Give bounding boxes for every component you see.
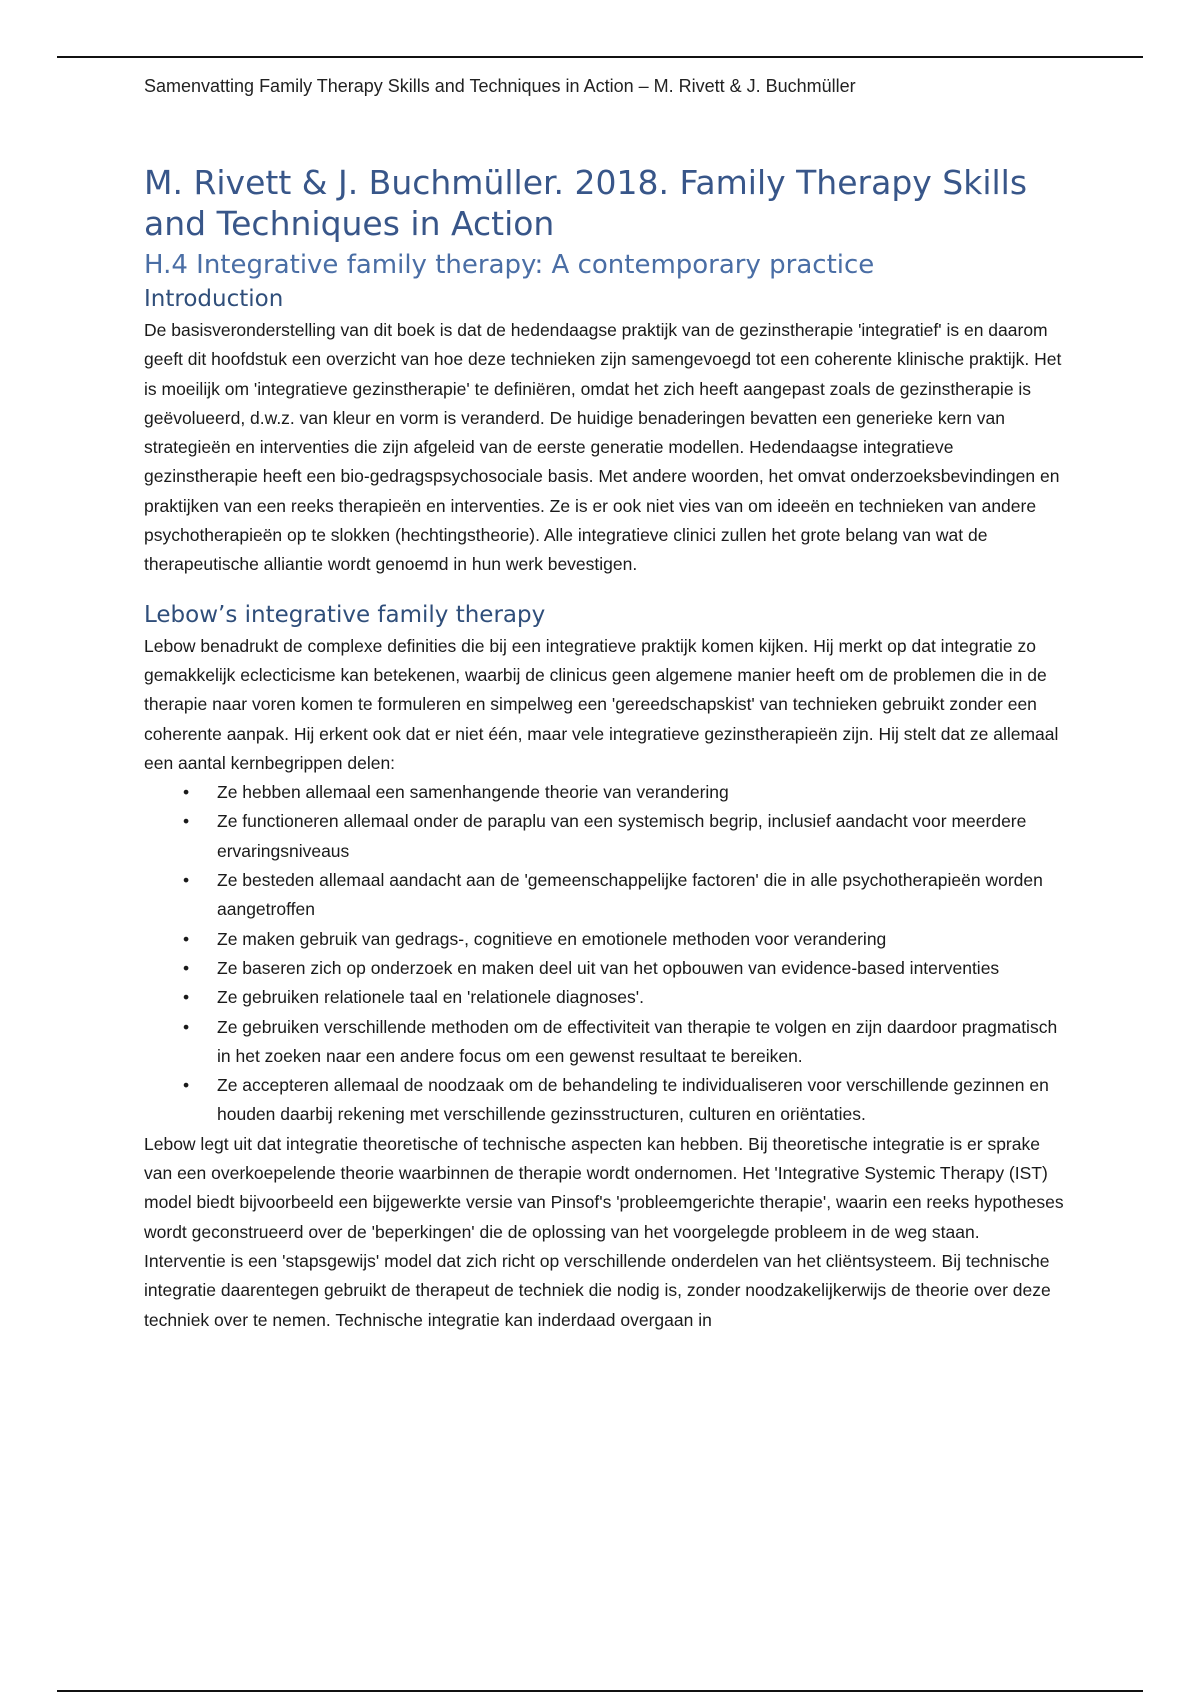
chapter-title: H.4 Integrative family therapy: A contemporary practice — [144, 250, 875, 280]
list-item: • Ze hebben allemaal een samenhangende theorie van verandering — [217, 778, 1064, 807]
lebow-intro-paragraph: Lebow benadrukt de complexe definities die bij een integratieve praktijk komen kijken. Hij merkt op dat integratie zo gemakkelijk eclecticisme kan betekenen, waarbij de clinicus geen algemene manier heeft om de problemen die in de therapie naar voren komen te formuleren en simpelweg een 'gereedschapskist' van technieken gebruikt zonder een coherente aanpak. Hij erkent ook dat er niet één, maar vele integratieve gezinstherapieën zijn. Hij stelt dat ze allemaal een aantal kernbegrippen delen: — [144, 635, 1059, 773]
bullet-icon: • — [183, 1016, 190, 1037]
lebow-closing-paragraph: Lebow legt uit dat integratie theoretische of technische aspecten kan hebben. Bij theoretische integratie is er sprake van een overkoepelende theorie waarbinnen de therapie wordt ondernomen. Het 'Integrative Systemic Therapy (IST) model biedt bijvoorbeeld een bijgewerkte versie van Pinsof's 'probleemgerichte therapie', waarin een reeks hypotheses wordt geconstrueerd over de 'beperkingen' die de oplossing van het voorgelegde probleem in de weg staan. Interventie is een 'stapsgewijs' model dat zich richt op verschillende onderdelen van het cliëntsysteem. Bij technische integratie daarentegen gebruikt de therapeut de techniek die nodig is, zonder noodzakelijkerwijs de theorie over deze techniek over te nemen. Technische integratie kan inderdaad overgaan in — [144, 1133, 1064, 1330]
document-title: M. Rivett & J. Buchmüller. 2018. Family Therapy Skills and Techniques in Action — [144, 163, 1028, 243]
list-item: • Ze baseren zich op onderzoek en maken deel uit van het opbouwen van evidence-based interventies — [217, 954, 1064, 983]
bullet-icon: • — [183, 957, 190, 978]
list-item: • Ze gebruiken verschillende methoden om de effectiviteit van therapie te volgen en zijn daardoor pragmatisch in het zoeken naar een andere focus om een gewenst resultaat te bereiken. — [217, 1013, 1064, 1072]
list-item: • Ze maken gebruik van gedrags-, cognitieve en emotionele methoden voor verandering — [217, 925, 1064, 954]
bullet-icon: • — [183, 782, 190, 803]
header-rule — [57, 56, 1143, 58]
footer-rule — [57, 1690, 1143, 1692]
bullet-icon: • — [183, 870, 190, 891]
bullet-icon: • — [183, 928, 190, 949]
list-item: • Ze gebruiken relationele taal en 'relationele diagnoses'. — [217, 983, 1064, 1012]
introduction-paragraph: De basisveronderstelling van dit boek is dat de hedendaagse praktijk van de gezinstherapie 'integratief' is en daarom geeft dit hoofdstuk een overzicht van hoe deze technieken zijn samengevoegd tot een coherente klinische praktijk. Het is moeilijk om 'integratieve gezinstherapie' te definiëren, omdat het zich heeft aangepast zoals de gezinstherapie is geëvolueerd, d.w.z. van kleur en vorm is veranderd. De huidige benaderingen bevatten een generieke kern van strategieën en interventies die zijn afgeleid van de eerste generatie modellen. Hedendaagse integratieve gezinstherapie heeft een bio-gedragspsychosociale basis. Met andere woorden, het omvat onderzoeksbevindingen en praktijken van een reeks therapieën en interventies. Ze is er ook niet vies van om ideeën en technieken van andere psychotherapieën op te slokken (hechtingstheorie). Alle integratieve clinici zullen het grote belang van wat de therapeutische alliantie wordt genoemd in hun werk bevestigen. — [144, 320, 1062, 575]
bullet-icon: • — [183, 811, 190, 832]
list-item: • Ze functioneren allemaal onder de paraplu van een systemisch begrip, inclusief aandacht voor meerdere ervaringsniveaus — [217, 807, 1064, 866]
bullet-icon: • — [183, 1075, 190, 1096]
running-header: Samenvatting Family Therapy Skills and Techniques in Action – M. Rivett & J. Buchmüller — [144, 76, 856, 96]
list-item: • Ze accepteren allemaal de noodzaak om de behandeling te individualiseren voor verschillende gezinnen en houden daarbij rekening met verschillende gezinsstructuren, culturen en oriëntaties. — [217, 1071, 1064, 1130]
section-heading-lebow: Lebow’s integrative family therapy — [144, 601, 546, 628]
section-heading-introduction: Introduction — [144, 286, 284, 312]
core-concepts-list — [144, 778, 1064, 1130]
document-body — [144, 162, 1064, 1335]
bullet-icon: • — [183, 987, 190, 1008]
list-item: • Ze besteden allemaal aandacht aan de 'gemeenschappelijke factoren' die in alle psychotherapieën worden aangetroffen — [217, 866, 1064, 925]
